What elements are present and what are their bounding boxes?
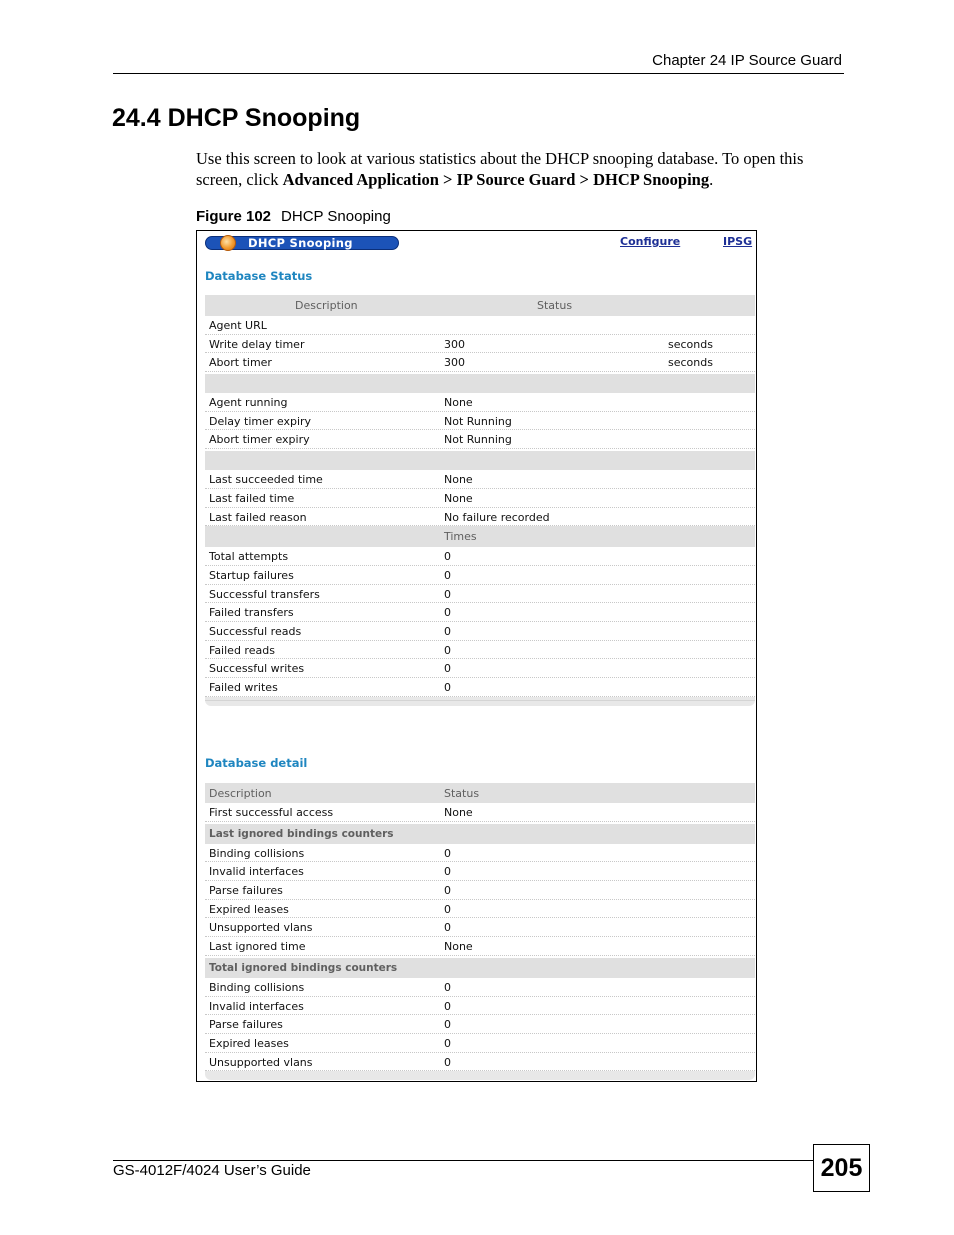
table-row: Last failed time None: [205, 489, 755, 508]
table-row: Binding collisions 0: [205, 844, 755, 863]
table-row: Total attempts 0: [205, 547, 755, 566]
guide-title: GS-4012F/4024 User’s Guide: [113, 1162, 311, 1179]
col-status: Status: [444, 787, 480, 800]
table-row: Failed reads 0: [205, 641, 755, 660]
table-row: Parse failures 0: [205, 881, 755, 900]
intro-text-end: .: [709, 170, 714, 189]
table-row: Abort timer 300 seconds: [205, 353, 755, 372]
total-ignored-group-header: Total ignored bindings counters: [205, 958, 755, 978]
table-row: Expired leases 0: [205, 900, 755, 919]
table-row: Expired leases 0: [205, 1034, 755, 1053]
col-status: Status: [537, 299, 573, 312]
group-separator: [205, 451, 755, 470]
table-row: Binding collisions 0: [205, 978, 755, 997]
orb-icon: [220, 235, 236, 251]
table-row: Failed transfers 0: [205, 603, 755, 622]
col-description: Description: [209, 787, 272, 800]
header-rule: [113, 73, 844, 74]
table-row: Delay timer expiry Not Running: [205, 412, 755, 431]
intro-menu-path: Advanced Application > IP Source Guard > DHCP Snooping: [282, 170, 710, 189]
table-row: Last succeeded time None: [205, 470, 755, 489]
chapter-header: Chapter 24 IP Source Guard: [652, 52, 842, 69]
table-row: Parse failures 0: [205, 1015, 755, 1034]
database-detail-table: [205, 783, 755, 1080]
table-row: Unsupported vlans 0: [205, 918, 755, 937]
table-row: Failed writes 0: [205, 678, 755, 697]
figure-caption: [196, 208, 391, 225]
section-divider: [205, 700, 755, 701]
table-row: Write delay timer 300 seconds: [205, 335, 755, 354]
table-row: Invalid interfaces 0: [205, 997, 755, 1016]
last-ignored-group-header: Last ignored bindings counters: [205, 824, 755, 844]
table-row: Startup failures 0: [205, 566, 755, 585]
table-row: Invalid interfaces 0: [205, 862, 755, 881]
times-group-header: Times: [205, 526, 755, 547]
footer-rule: [113, 1160, 813, 1161]
section-title: 24.4 DHCP Snooping: [112, 104, 361, 132]
table-row: Successful reads 0: [205, 622, 755, 641]
screen-title: DHCP Snooping: [248, 236, 353, 250]
table-row: Successful writes 0: [205, 659, 755, 678]
screen-title-bar: [205, 236, 399, 250]
table-footer-bar: [205, 697, 755, 706]
table-row: Agent running None: [205, 393, 755, 412]
figure-number: Figure 102: [196, 208, 272, 225]
database-detail-heading: Database detail: [205, 756, 308, 770]
table-header: [205, 295, 755, 316]
table-row: Last ignored time None: [205, 937, 755, 956]
database-status-table: [205, 295, 755, 706]
table-row: Agent URL: [205, 316, 755, 335]
table-row: First successful access None: [205, 803, 755, 822]
table-row: Last failed reason No failure recorded: [205, 508, 755, 527]
configure-link[interactable]: Configure: [620, 235, 681, 248]
group-separator: [205, 374, 755, 393]
intro-text: Use this screen to look at various statistics about the DHCP snooping database. To open this screen, click: [196, 149, 804, 189]
figure-title: DHCP Snooping: [281, 208, 391, 225]
table-row: Successful transfers 0: [205, 585, 755, 604]
table-row: Abort timer expiry Not Running: [205, 430, 755, 449]
table-footer-bar: [205, 1071, 755, 1080]
table-row: Unsupported vlans 0: [205, 1053, 755, 1072]
database-status-heading: Database Status: [205, 269, 313, 283]
col-description: Description: [295, 299, 358, 312]
dhcp-snooping-screenshot: [196, 230, 757, 1082]
ipsg-link[interactable]: IPSG: [723, 235, 753, 248]
table-header: [205, 783, 755, 803]
page-number: 205: [813, 1144, 870, 1192]
intro-paragraph: [196, 148, 846, 190]
